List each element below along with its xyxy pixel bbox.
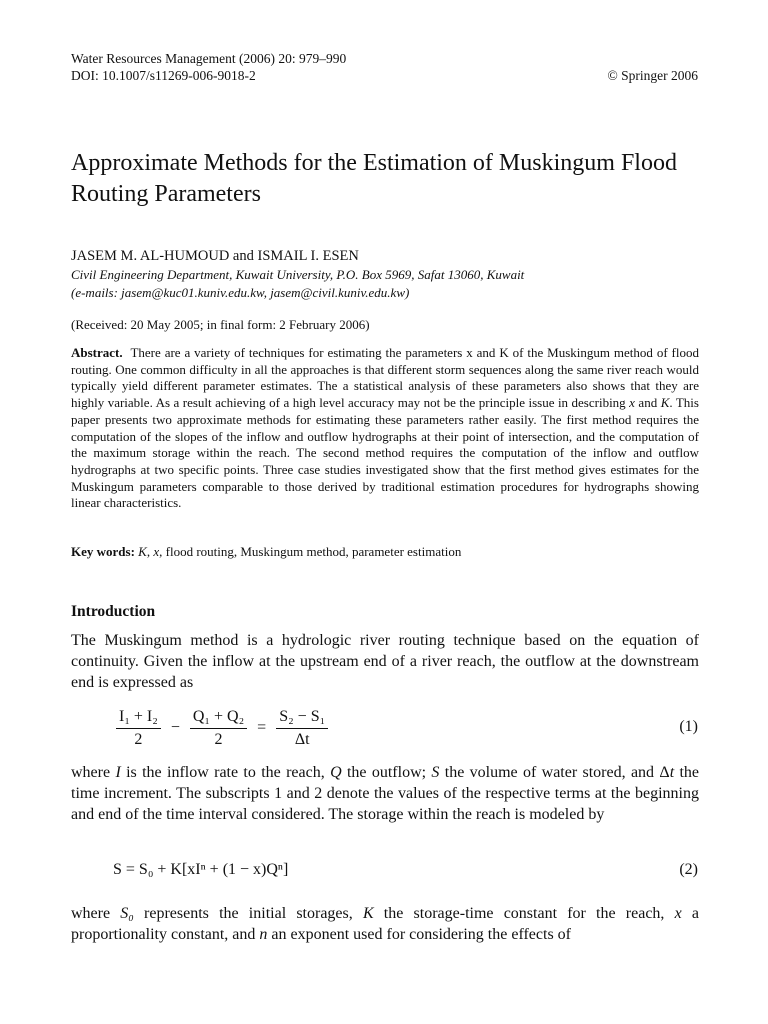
keyword-x: x (153, 544, 160, 559)
eq1-frac2-denominator: 2 (214, 730, 223, 748)
intro-paragraph-1: The Muskingum method is a hydrologic river routing technique based on the equation of continuity. Given the inflow at the upstream end of a river reach, the outflow at the downstream end is expressed as (71, 632, 699, 691)
eq1-minus: − (170, 719, 180, 736)
equation-2: S = S₀ + K[xIⁿ + (1 − x)Qⁿ] (113, 861, 289, 878)
eq1-frac1-denominator: 2 (134, 730, 143, 748)
p3-t2: represents the initial storages, (133, 905, 363, 922)
equation-1 (112, 704, 332, 752)
doi: DOI: 10.1007/s11269-006-9018-2 (71, 68, 256, 83)
received-dates: (Received: 20 May 2005; in final form: 2 February 2006) (71, 317, 370, 332)
eq1-fraction-storage (276, 708, 328, 749)
keywords (71, 544, 461, 560)
equation-1-number: (1) (679, 718, 698, 735)
p3-t5: an exponent used for considering the effects of (267, 925, 572, 943)
keyword-sep: , (146, 544, 154, 559)
p2-t1: where (71, 764, 116, 781)
p2-t3: the outflow; (341, 764, 432, 781)
eq1-fraction-inflow (116, 708, 161, 749)
authors: JASEM M. AL-HUMOUD and ISMAIL I. ESEN (71, 248, 359, 264)
p3-t4: a proportionality constant, and (71, 905, 700, 943)
keywords-rest: , flood routing, Muskingum method, parameter estimation (159, 544, 462, 559)
p2-Q: Q (330, 764, 342, 781)
paper-title: Approximate Methods for the Estimation of Muskingum Flood Routing Parameters (71, 150, 677, 207)
abstract (71, 345, 699, 512)
p2-I: I (115, 764, 121, 781)
affiliation: Civil Engineering Department, Kuwait University, P.O. Box 5969, Safat 13060, Kuwait (71, 267, 525, 282)
eq1-equals: = (257, 719, 267, 736)
eq1-frac3-numerator: S₂ − S₁ (276, 708, 328, 729)
copyright: © Springer 2006 (607, 68, 698, 83)
eq1-frac2-numerator: Q₁ + Q₂ (190, 708, 247, 729)
p2-S: S (431, 764, 440, 781)
abstract-text-b: . This paper presents two approximate methods for estimating these parameters rather easily. The first method requires the computation of the slopes of the inflow and outflow hydrographs at their point of intersection, and the computation of the maximum storage within the reach. The second method requires the computation of the inflow and outflow hydrographs at two specific points. Three case studies investigated show that the first method gives estimates for the Muskingum parameters comparable to those derived by traditional estimation procedures for hydrographs showing linear characteristics. (71, 395, 699, 511)
keyword-k: K (138, 544, 147, 559)
p2-t: t (669, 764, 675, 781)
abstract-k: K (660, 395, 670, 411)
p2-t4: the volume of water stored, and Δ (439, 764, 670, 781)
keywords-label: Key words: (71, 544, 135, 559)
p3-t3: the storage-time constant for the reach, (373, 905, 675, 922)
abstract-text-a: There are a variety of techniques for estimating the parameters x and K of the Muskingum method of flood routing. One common difficulty in all the approaches is that different storm sequences along the same river reach would typically yield different parameter estimates. The a statistical analysis of these parameters also shows that they are highly variable. As a result achieving of a high level accuracy may not be the principle issue in describing (71, 345, 699, 411)
intro-paragraph-2 (71, 763, 699, 825)
p3-S0: S₀ (120, 905, 134, 922)
p2-t2: is the inflow rate to the reach, (120, 764, 331, 781)
abstract-label: Abstract. (71, 345, 123, 360)
eq1-frac1-numerator: I₁ + I₂ (116, 708, 161, 729)
p3-K: K (362, 905, 374, 922)
eq1-fraction-outflow (190, 708, 247, 749)
section-heading: Introduction (71, 603, 156, 620)
p3-n: n (259, 925, 268, 943)
intro-paragraph-3 (71, 904, 699, 946)
author-emails: (e-mails: jasem@kuc01.kuniv.edu.kw, jasem@civil.kuniv.edu.kw) (71, 285, 410, 300)
p3-x: x (674, 905, 682, 922)
abstract-and: and (634, 395, 661, 411)
abstract-x: x (629, 395, 635, 411)
journal-citation: Water Resources Management (2006) 20: 979–990 (71, 51, 347, 66)
p3-t1: where (71, 905, 121, 922)
equation-2-number: (2) (679, 861, 698, 878)
eq1-frac3-denominator: Δt (294, 730, 310, 748)
p2-t5: the time increment. The subscripts 1 and 2 denote the values of the respective terms at the beginning and end of the time interval considered. The storage within the reach is modeled by (71, 764, 700, 823)
